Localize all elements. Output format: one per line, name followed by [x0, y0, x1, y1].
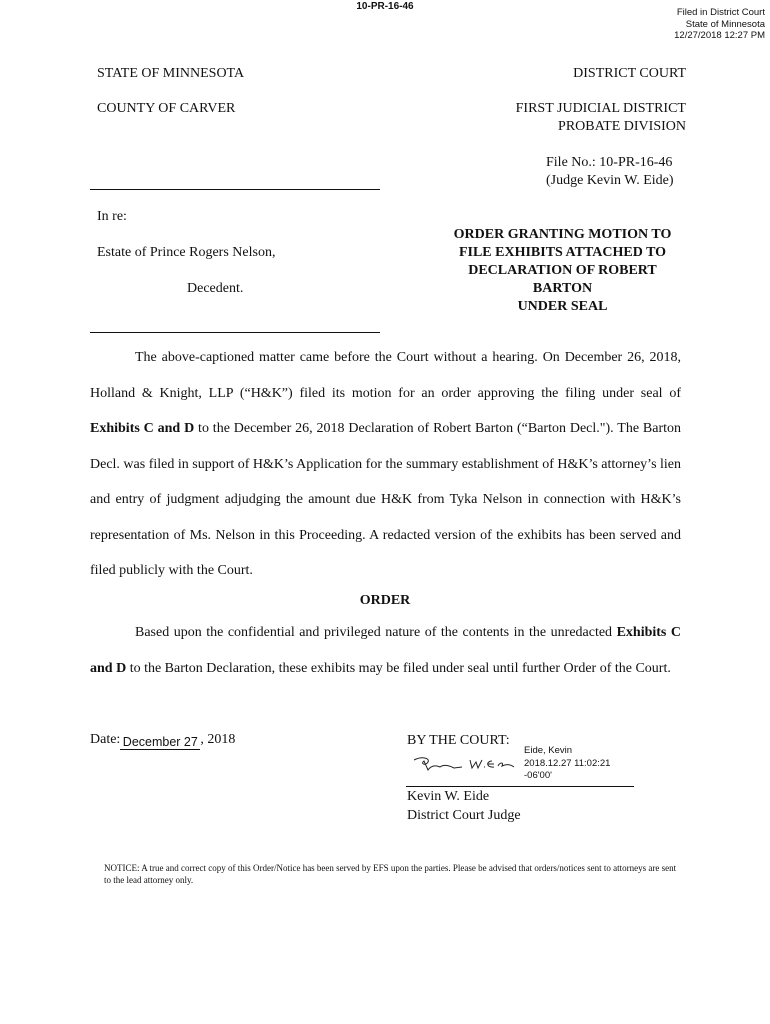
digital-signature-name: Eide, Kevin: [524, 745, 573, 756]
caption-decedent: Decedent.: [187, 281, 244, 296]
title-line: FILE EXHIBITS ATTACHED TO: [458, 245, 667, 260]
order-exhibits-bold: Exhibits C and D: [90, 625, 681, 676]
digital-signature-timestamp: 2018.12.27 11:02:21: [524, 757, 611, 769]
caption-bottom-rule: [90, 332, 380, 333]
caption-court: DISTRICT COURT: [573, 66, 686, 81]
date-line: [90, 732, 235, 748]
caption-state: STATE OF MINNESOTA: [97, 66, 245, 81]
date-value: December 27: [120, 735, 200, 750]
recital-exhibits-bold: Exhibits C and D: [90, 421, 195, 436]
caption-district: FIRST JUDICIAL DISTRICT: [515, 101, 686, 116]
recital-text: The above-captioned matter came before the Court without a hearing. On December 26, 2018, Holland & Knight, LLP (“H&K”) filed its motion for an order approving the filing under seal of: [90, 350, 681, 401]
date-label: Date:: [90, 732, 121, 747]
document-file-number: 10-PR-16-46: [356, 1, 414, 12]
filed-stamp-line: Filed in District Court: [676, 7, 765, 18]
order-heading: ORDER: [359, 593, 411, 608]
digital-signature-timezone: -06'00': [524, 770, 552, 781]
title-line: BARTON: [532, 281, 593, 296]
signature-rule: [406, 786, 634, 787]
recital-text-cont: to the December 26, 2018 Declaration of Robert Barton (“Barton Decl."). The Barton Decl. was filed in support of H&K’s Application for the summary establishment of H&K’s attorney’s lien and entry of judgment adjudging the amount due H&K from Tyka Nelson in connection with H&K’s representation of Ms. Nelson in this Proceeding. A redacted version of the exhibits has been served and filed publicly with the Court.: [90, 421, 682, 578]
caption-estate: Estate of Prince Rogers Nelson,: [97, 245, 276, 260]
filed-stamp-line: 12/27/2018 12:27 PM: [674, 30, 765, 41]
by-the-court: BY THE COURT:: [407, 733, 510, 748]
caption-county: COUNTY OF CARVER: [97, 101, 236, 116]
digital-signature: [524, 745, 610, 783]
order-text-cont: to the Barton Declaration, these exhibits may be filed under seal until further Order of the Court.: [126, 660, 671, 676]
judge-name: Kevin W. Eide: [407, 789, 490, 804]
title-line: DECLARATION OF ROBERT: [468, 263, 657, 278]
filed-stamp-line: State of Minnesota: [685, 18, 765, 30]
caption-file-no: File No.: 10-PR-16-46: [546, 155, 673, 170]
date-year: , 2018: [200, 732, 236, 747]
document-title: [430, 226, 695, 316]
order-paragraph: [90, 615, 681, 686]
caption-in-re: In re:: [97, 209, 127, 224]
service-notice: NOTICE: A true and correct copy of this Order/Notice has been served by EFS upon the parties. Please be advised that orders/notices sent to attorneys are sent to the lead attorney only.: [104, 863, 677, 885]
caption-top-rule: [90, 189, 380, 190]
title-line: ORDER GRANTING MOTION TO: [453, 227, 672, 242]
judge-title: District Court Judge: [407, 808, 521, 823]
caption-judge: (Judge Kevin W. Eide): [546, 173, 674, 188]
order-text: Based upon the confidential and privileged nature of the contents in the unredacted: [135, 625, 617, 640]
title-line: UNDER SEAL: [517, 299, 608, 314]
recital-paragraph: [90, 340, 681, 589]
handwritten-signature: [410, 752, 522, 776]
caption-division: PROBATE DIVISION: [558, 119, 686, 134]
filed-stamp: [674, 7, 765, 42]
